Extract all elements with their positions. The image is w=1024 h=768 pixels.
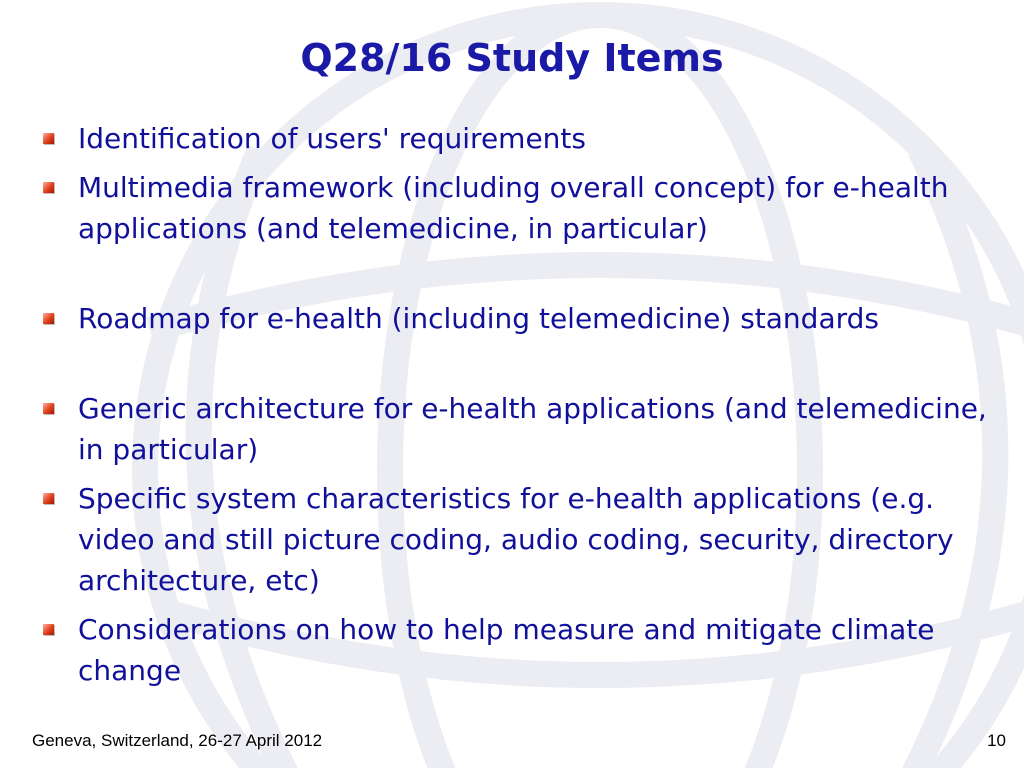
slide-number: 10	[987, 731, 1006, 750]
bullet-square-icon	[43, 493, 54, 504]
footer-location-date: Geneva, Switzerland, 26-27 April 2012	[32, 731, 323, 750]
bullet-square-icon	[43, 624, 54, 635]
list-item-text: Roadmap for e-health (including telemedicine) standards	[78, 302, 879, 335]
bullet-square-icon	[43, 182, 54, 193]
bullet-square-icon	[43, 133, 54, 144]
list-item-text: Generic architecture for e-health applications (and telemedicine, in particular)	[78, 392, 987, 466]
list-item-text: Considerations on how to help measure and mitigate climate change	[78, 613, 935, 687]
list-item-text: Identification of users' requirements	[78, 122, 586, 155]
bullet-square-icon	[43, 403, 54, 414]
list-item-text: Multimedia framework (including overall concept) for e-health applications (and telemedicine, in particular)	[78, 171, 949, 245]
bullet-square-icon	[43, 313, 54, 324]
list-item-text: Specific system characteristics for e-health applications (e.g. video and still picture coding, audio coding, security, directory architecture, etc)	[78, 482, 954, 597]
slide-title: Q28/16 Study Items	[300, 36, 724, 80]
